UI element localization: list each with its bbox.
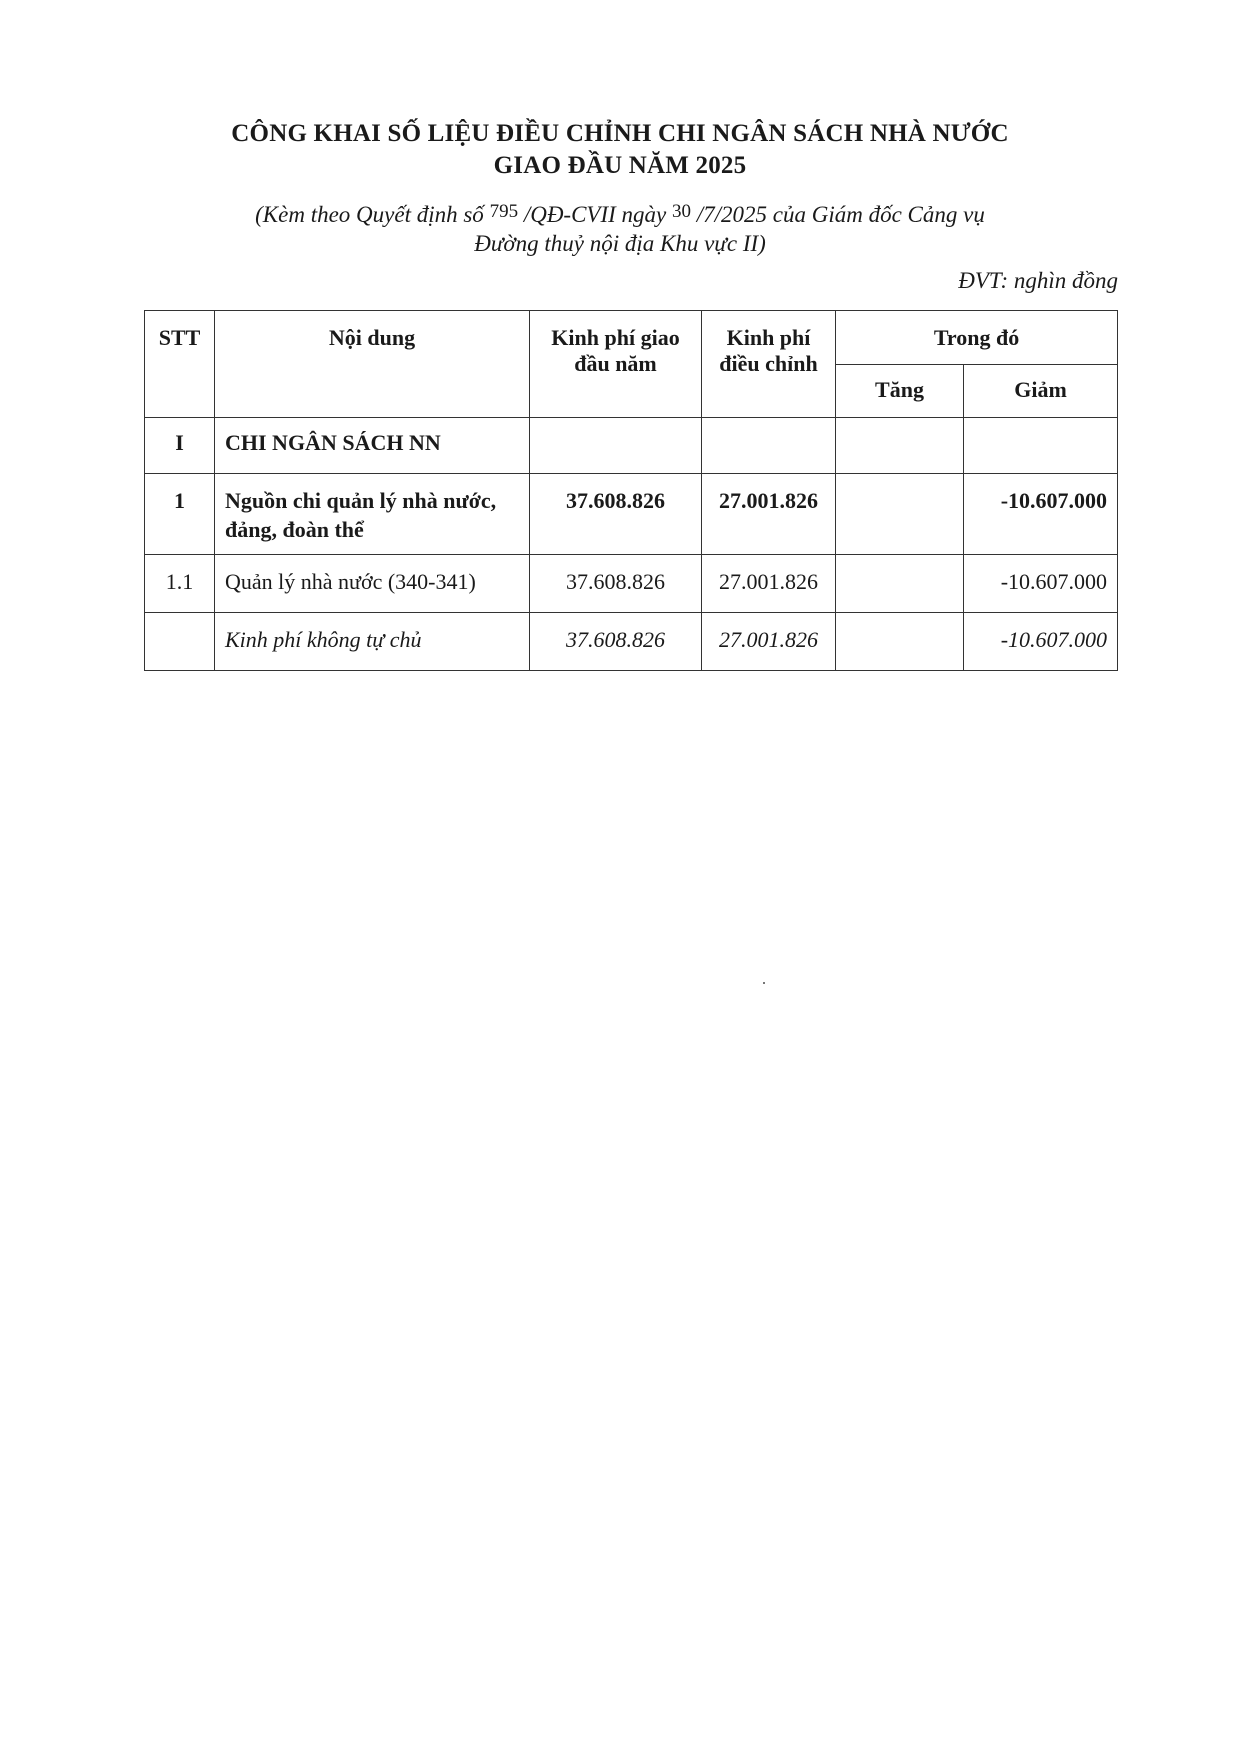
cell-decrease: -10.607.000 bbox=[964, 474, 1118, 555]
cell-stt: 1.1 bbox=[145, 555, 215, 613]
table-header-row bbox=[145, 311, 1118, 365]
cell-decrease: -10.607.000 bbox=[964, 555, 1118, 613]
cell-increase bbox=[836, 418, 964, 474]
document-subtitle-line1 bbox=[0, 196, 1240, 231]
table-row bbox=[145, 474, 1118, 555]
cell-increase bbox=[836, 555, 964, 613]
table-row bbox=[145, 613, 1118, 671]
cell-initial: 37.608.826 bbox=[530, 474, 702, 555]
budget-table bbox=[144, 310, 1118, 671]
cell-initial: 37.608.826 bbox=[530, 555, 702, 613]
cell-increase bbox=[836, 474, 964, 555]
cell-content: CHI NGÂN SÁCH NN bbox=[215, 418, 530, 474]
table-row bbox=[145, 418, 1118, 474]
subtitle-text-1: (Kèm theo Quyết định số bbox=[255, 202, 490, 227]
subtitle-text-2: /QĐ-CVII ngày bbox=[518, 202, 672, 227]
cell-increase bbox=[836, 613, 964, 671]
header-of-which: Trong đó bbox=[836, 311, 1118, 365]
cell-adjusted: 27.001.826 bbox=[702, 474, 836, 555]
decision-number: 795 bbox=[489, 201, 519, 222]
document-title-line2: GIAO ĐẦU NĂM 2025 bbox=[493, 152, 747, 179]
cell-adjusted: 27.001.826 bbox=[702, 613, 836, 671]
scan-speck bbox=[763, 982, 765, 984]
decision-day: 30 bbox=[672, 201, 691, 222]
header-stt: STT bbox=[145, 311, 215, 418]
header-initial-budget: Kinh phí giao đầu năm bbox=[530, 311, 702, 418]
cell-content: Quản lý nhà nước (340-341) bbox=[215, 555, 530, 613]
cell-initial bbox=[530, 418, 702, 474]
header-decrease: Giảm bbox=[964, 364, 1118, 418]
header-increase: Tăng bbox=[836, 364, 964, 418]
unit-label: ĐVT: nghìn đồng bbox=[958, 268, 1118, 293]
header-adjusted-budget: Kinh phí điều chỉnh bbox=[702, 311, 836, 418]
cell-initial: 37.608.826 bbox=[530, 613, 702, 671]
cell-adjusted: 27.001.826 bbox=[702, 555, 836, 613]
document-title-line1: CÔNG KHAI SỐ LIỆU ĐIỀU CHỈNH CHI NGÂN SÁCH NHÀ NƯỚC bbox=[231, 120, 1009, 147]
document-subtitle-line2: Đường thuỷ nội địa Khu vực II) bbox=[474, 231, 766, 256]
cell-content: Kinh phí không tự chủ bbox=[215, 613, 530, 671]
cell-content: Nguồn chi quản lý nhà nước, đảng, đoàn thể bbox=[215, 474, 530, 555]
cell-stt: I bbox=[145, 418, 215, 474]
cell-stt bbox=[145, 613, 215, 671]
cell-adjusted bbox=[702, 418, 836, 474]
cell-decrease: -10.607.000 bbox=[964, 613, 1118, 671]
header-content: Nội dung bbox=[215, 311, 530, 418]
table-row bbox=[145, 555, 1118, 613]
cell-stt: 1 bbox=[145, 474, 215, 555]
subtitle-text-3: /7/2025 của Giám đốc Cảng vụ bbox=[691, 202, 985, 227]
cell-decrease bbox=[964, 418, 1118, 474]
